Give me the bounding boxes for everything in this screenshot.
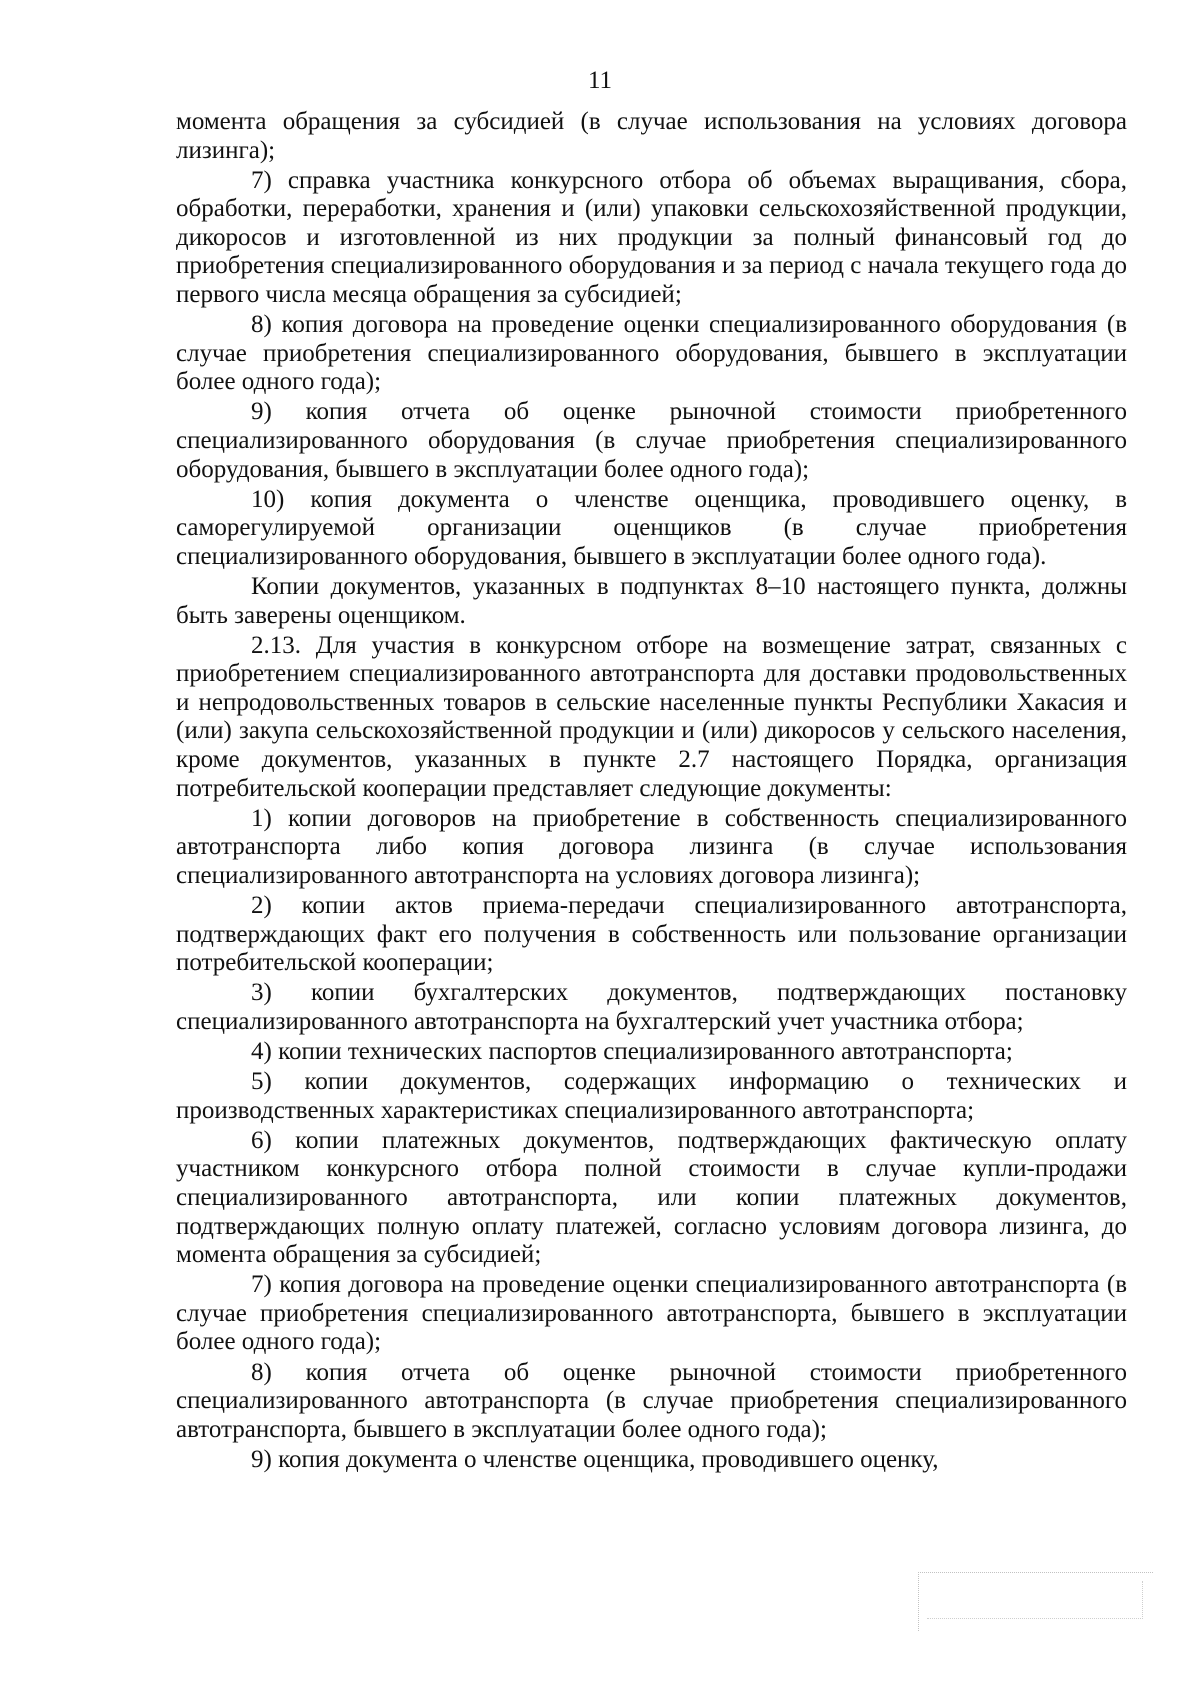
list-item-2-acceptance-acts: 2) копии актов приема-передачи специализированного автотранспорта, подтверждающих факт его получения в собственность или пользование организации потребительской кооперации; bbox=[176, 892, 1127, 977]
copies-certification-note: Копии документов, указанных в подпунктах 8–10 настоящего пункта, должны быть заверены оценщиком. bbox=[176, 573, 1127, 629]
document-body bbox=[176, 108, 1127, 1476]
faint-stamp-mark bbox=[918, 1572, 1153, 1631]
list-item-3-accounting-documents: 3) копии бухгалтерских документов, подтверждающих постановку специализированного автотранспорта на бухгалтерский учет участника отбора; bbox=[176, 979, 1127, 1035]
list-item-5-specifications: 5) копии документов, содержащих информацию о технических и производственных характеристиках специализированного автотранспорта; bbox=[176, 1068, 1127, 1124]
paragraph-continuation: момента обращения за субсидией (в случае использования на условиях договора лизинга); bbox=[176, 108, 1127, 164]
list-item-7-appraisal-contract: 7) копия договора на проведение оценки специализированного автотранспорта (в случае приобретения специализированного автотранспорта, бывшего в эксплуатации более одного года); bbox=[176, 1271, 1127, 1356]
list-item-9-appraisal-report: 9) копия отчета об оценке рыночной стоимости приобретенного специализированного оборудования (в случае приобретения специализированного оборудования, бывшего в эксплуатации более одного года); bbox=[176, 398, 1127, 483]
list-item-4-technical-passports: 4) копии технических паспортов специализированного автотранспорта; bbox=[251, 1038, 1013, 1065]
list-item-1-purchase-contracts: 1) копии договоров на приобретение в собственность специализированного автотранспорта либо копия договора лизинга (в случае использования специализированного автотранспорта на условиях договора лизинга); bbox=[176, 804, 1127, 889]
list-item-9-appraiser-membership: 9) копия документа о членстве оценщика, проводившего оценку, bbox=[251, 1445, 939, 1473]
list-item-8-appraisal-report: 8) копия отчета об оценке рыночной стоимости приобретенного специализированного автотранспорта (в случае приобретения специализированного автотранспорта, бывшего в эксплуатации более одного года); bbox=[176, 1358, 1127, 1443]
list-item-6-payment-documents: 6) копии платежных документов, подтверждающих фактическую оплату участником конкурсного отбора полной стоимости в случае купли-продажи специализированного автотранспорта, или копии платежных документов, подтверждающих полную оплату платежей, согласно условиям договора лизинга, до момента обращения за субсидией; bbox=[176, 1126, 1127, 1269]
list-item-8-appraisal-contract: 8) копия договора на проведение оценки специализированного оборудования (в случае приобретения специализированного оборудования, бывшего в эксплуатации более одного года); bbox=[176, 311, 1127, 396]
clause-2-13: 2.13. Для участия в конкурсном отборе на возмещение затрат, связанных с приобретением специализированного автотранспорта для доставки продовольственных и непродовольственных товаров в сельские населенные пункты Республики Хакасия и (или) закупа сельскохозяйственной продукции и (или) дикоросов у сельского населения, кроме документов, указанных в пункте 2.7 настоящего Порядка, организация потребительской кооперации представляет следующие документы: bbox=[176, 631, 1127, 802]
list-item-7-grower-report: 7) справка участника конкурсного отбора об объемах выращивания, сбора, обработки, переработки, хранения и (или) упаковки сельскохозяйственной продукции, дикоросов и изготовленной из них продукции за полный финансовый год до приобретения специализированного оборудования и за период с начала текущего года до первого числа месяца обращения за субсидией; bbox=[176, 166, 1127, 309]
list-item-10-appraiser-membership: 10) копия документа о членстве оценщика, проводившего оценку, в саморегулируемой организации оценщиков (в случае приобретения специализированного оборудования, бывшего в эксплуатации более одного года). bbox=[176, 485, 1127, 570]
page-number: 11 bbox=[587, 67, 613, 94]
